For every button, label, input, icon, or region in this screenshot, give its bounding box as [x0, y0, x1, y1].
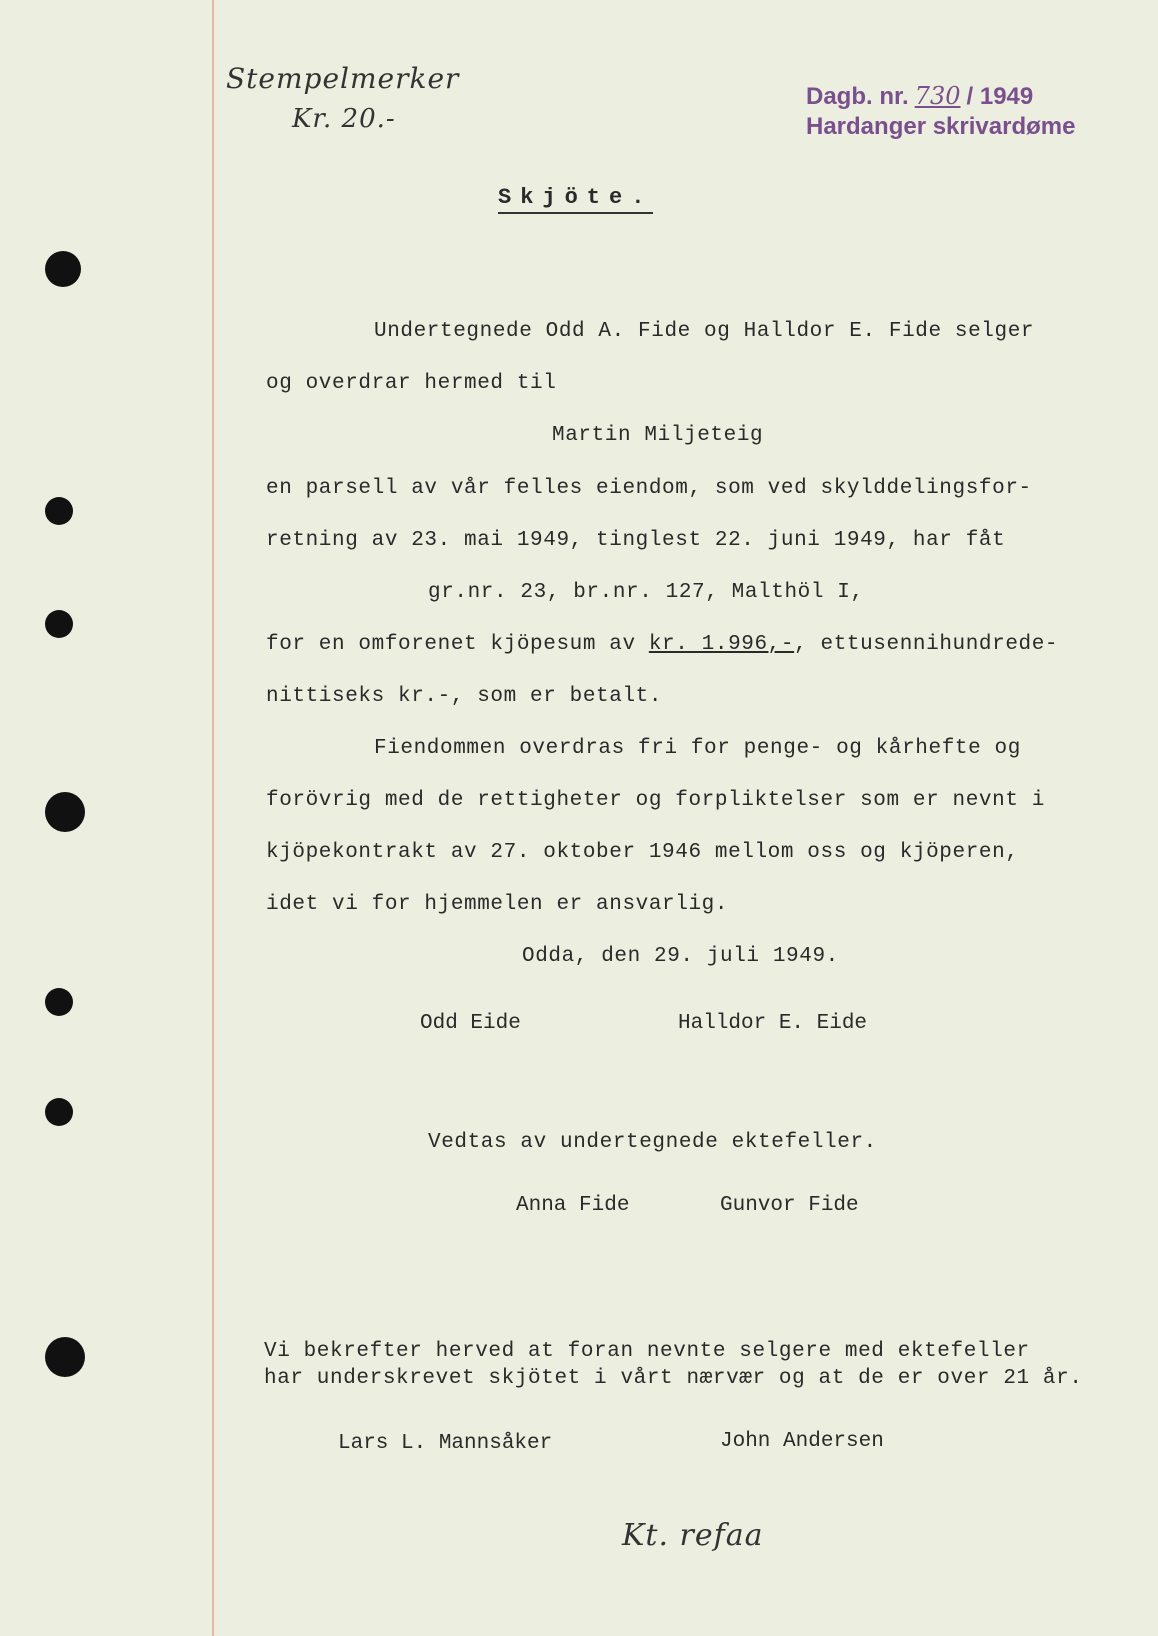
purchase-price: kr. 1.996,- [648, 633, 795, 656]
spouses-heading: Vedtas av undertegnede ektefeller. [428, 1131, 877, 1154]
price-text-lead: for en omforenet kjöpesum av [266, 633, 649, 656]
margin-note-amount: Kr. 20.- [292, 104, 396, 134]
body-line: kjöpekontrakt av 27. oktober 1946 mellom oss og kjöperen, [266, 841, 1019, 864]
punch-hole [45, 1337, 85, 1377]
registry-stamp-number [806, 82, 1033, 111]
body-line: Fiendommen overdras fri for penge- og kårhefte og [374, 737, 1021, 760]
stamp-prefix: Dagb. nr. [806, 83, 909, 110]
margin-note-stamp-duty: Stempelmerker [226, 62, 460, 95]
body-line: retning av 23. mai 1949, tinglest 22. juni 1949, har fåt [266, 529, 1006, 552]
body-line: og overdrar hermed til [266, 372, 557, 395]
witness-line: Vi bekrefter herved at foran nevnte selgere med ektefeller [264, 1340, 1030, 1363]
spouse-signature: Gunvor Fide [720, 1194, 859, 1217]
place-date: Odda, den 29. juli 1949. [522, 945, 839, 968]
seller-signature: Odd Eide [420, 1012, 521, 1035]
stamp-year: 1949 [979, 83, 1034, 110]
document-title: Skjöte. [498, 185, 653, 214]
witness-line: har underskrevet skjötet i vårt nærvær og at de er over 21 år. [264, 1367, 1083, 1390]
witness-signature: Lars L. Mannsåker [338, 1432, 553, 1455]
stamp-separator: / [966, 83, 974, 110]
punch-hole [45, 497, 73, 525]
seller-signature: Halldor E. Eide [678, 1012, 868, 1035]
registry-stamp-office: Hardanger skrivardøme [806, 113, 1076, 140]
punch-hole [45, 251, 81, 287]
punch-hole [45, 988, 73, 1016]
buyer-name: Martin Miljeteig [552, 424, 764, 447]
body-line: en parsell av vår felles eiendom, som ved skylddelingsfor- [266, 477, 1032, 500]
spouse-signature: Anna Fide [516, 1194, 630, 1217]
stamp-number: 730 [914, 82, 961, 110]
body-line-price [266, 633, 1058, 656]
bottom-handwritten-note: Kt. refaa [622, 1518, 764, 1553]
property-reference: gr.nr. 23, br.nr. 127, Malthöl I, [428, 581, 864, 604]
punch-hole [45, 610, 73, 638]
witness-signature: John Andersen [720, 1430, 884, 1453]
body-line: nittiseks kr.-, som er betalt. [266, 685, 663, 708]
punch-hole [45, 1098, 73, 1126]
margin-line [212, 0, 214, 1636]
body-line: forövrig med de rettigheter og forpliktelser som er nevnt i [266, 789, 1045, 812]
price-text-words: , ettusennihundrede- [794, 633, 1059, 656]
punch-hole [45, 792, 85, 832]
body-line: Undertegnede Odd A. Fide og Halldor E. Fide selger [374, 320, 1035, 343]
body-line: idet vi for hjemmelen er ansvarlig. [266, 893, 729, 916]
